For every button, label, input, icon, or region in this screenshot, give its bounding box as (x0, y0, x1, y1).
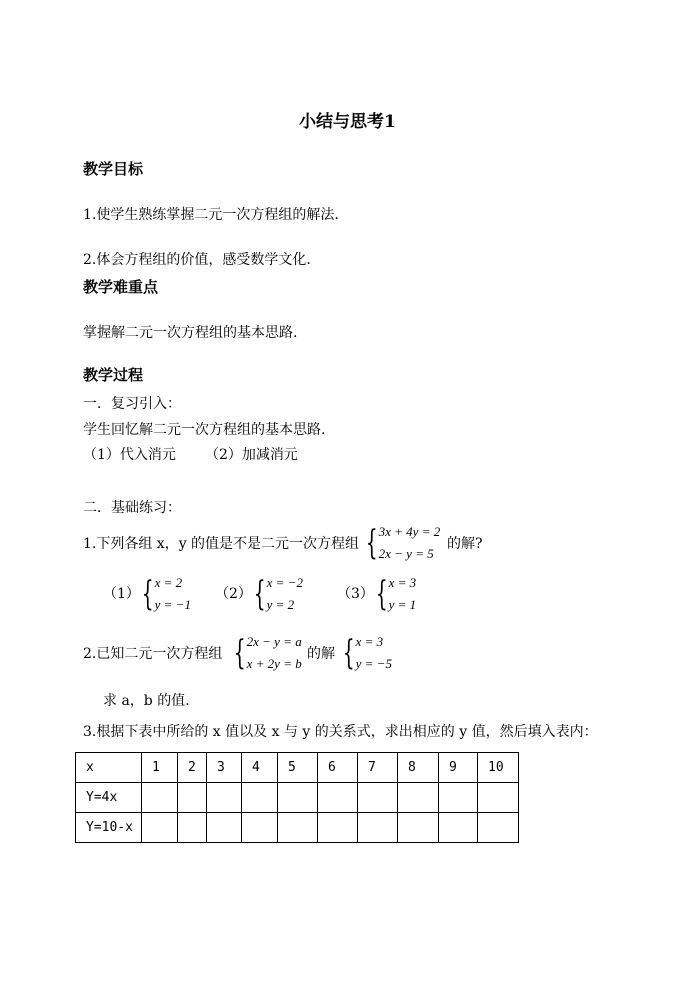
table-input-cell[interactable] (242, 783, 278, 813)
table-input-cell[interactable] (207, 813, 242, 843)
section-heading-goals: 教学目标 (83, 160, 144, 178)
choice-3-system (366, 572, 416, 616)
table-input-cell[interactable] (207, 783, 242, 813)
q2-equation-1: 2x − y = a (246, 634, 302, 649)
table-input-cell[interactable] (142, 813, 178, 843)
table-input-cell[interactable] (439, 813, 478, 843)
q2-solution-2: y = −5 (355, 656, 392, 671)
table-cell: x (76, 753, 142, 783)
q1-equation-system (356, 521, 440, 565)
table-cell: 9 (439, 753, 478, 783)
choice-2-eq-2: y = 2 (266, 597, 295, 612)
table-input-cell[interactable] (242, 813, 278, 843)
table-input-cell[interactable] (142, 783, 178, 813)
choice-1-label: （1） (103, 586, 140, 602)
choice-2-label: （2） (215, 586, 252, 602)
table-row (76, 813, 519, 843)
table-input-cell[interactable] (358, 813, 398, 843)
goal-item-2: 2.体会方程组的价值，感受数学文化. (83, 252, 311, 268)
q2-equation-2: x + 2y = b (246, 656, 302, 671)
left-brace-icon: { (233, 633, 246, 673)
table-cell: 7 (358, 753, 398, 783)
q2-text: 2.已知二元一次方程组 (83, 646, 223, 662)
choice-3-eq-2: y = 1 (388, 597, 417, 612)
left-brace-icon: { (342, 633, 355, 673)
table-input-cell[interactable] (318, 813, 358, 843)
table-row-label: Y=10-x (76, 813, 142, 843)
review-heading: 一．复习引入： (83, 396, 181, 412)
table-input-cell[interactable] (439, 783, 478, 813)
left-brace-icon: { (141, 574, 154, 614)
table-cell: 6 (318, 753, 358, 783)
table-input-cell[interactable] (178, 783, 207, 813)
table-input-cell[interactable] (358, 783, 398, 813)
left-brace-icon: { (365, 523, 378, 563)
q2-solution-system (333, 631, 392, 675)
q3-text: 3.根据下表中所给的 x 值以及 x 与 y 的关系式，求出相应的 y 值，然后填入表内： (83, 724, 598, 740)
table-cell: 5 (278, 753, 318, 783)
q2-mid-text: 的解 (307, 646, 335, 662)
choice-2-system (244, 572, 303, 616)
review-line: 学生回忆解二元一次方程组的基本思路. (83, 422, 326, 438)
choice-3-eq-1: x = 3 (388, 575, 417, 590)
table-cell: 3 (207, 753, 242, 783)
goal-item-1: 1.使学生熟练掌握二元一次方程组的解法. (83, 207, 339, 223)
choice-2-eq-1: x = −2 (266, 575, 303, 590)
page-title: 小结与思考1 (299, 112, 396, 132)
table-cell: 10 (478, 753, 519, 783)
table-input-cell[interactable] (398, 783, 439, 813)
table-cell: 2 (178, 753, 207, 783)
table-input-cell[interactable] (278, 783, 318, 813)
keypoint-item-1: 掌握解二元一次方程组的基本思路. (83, 325, 298, 341)
q2-equation-system (224, 631, 302, 675)
table-cell: 1 (142, 753, 178, 783)
left-brace-icon: { (253, 574, 266, 614)
review-option-1: （1）代入消元 (83, 447, 176, 463)
table-input-cell[interactable] (398, 813, 439, 843)
review-option-2: （2）加减消元 (205, 447, 298, 463)
choice-1-eq-1: x = 2 (154, 575, 183, 590)
table-input-cell[interactable] (278, 813, 318, 843)
practice-heading: 二．基础练习： (83, 500, 181, 516)
value-table (75, 752, 519, 843)
choice-1-system (132, 572, 191, 616)
table-cell: 4 (242, 753, 278, 783)
q1-text: 1.下列各组 x，y 的值是不是二元一次方程组 (83, 536, 360, 552)
q1-equation-1: 3x + 4y = 2 (378, 524, 441, 539)
table-row (76, 783, 519, 813)
table-row (76, 753, 519, 783)
table-input-cell[interactable] (478, 813, 519, 843)
choice-1-eq-2: y = −1 (154, 597, 191, 612)
table-input-cell[interactable] (178, 813, 207, 843)
section-heading-process: 教学过程 (83, 366, 144, 384)
table-cell: 8 (398, 753, 439, 783)
q1-suffix: 的解? (447, 536, 483, 552)
table-input-cell[interactable] (478, 783, 519, 813)
choice-3-label: （3） (337, 586, 374, 602)
table-input-cell[interactable] (318, 783, 358, 813)
q2-solution-1: x = 3 (355, 634, 384, 649)
q1-equation-2: 2x − y = 5 (378, 546, 434, 561)
table-row-label: Y=4x (76, 783, 142, 813)
q2-ask: 求 a，b 的值. (103, 693, 190, 709)
section-heading-keypoints: 教学难重点 (83, 278, 159, 296)
left-brace-icon: { (375, 574, 388, 614)
